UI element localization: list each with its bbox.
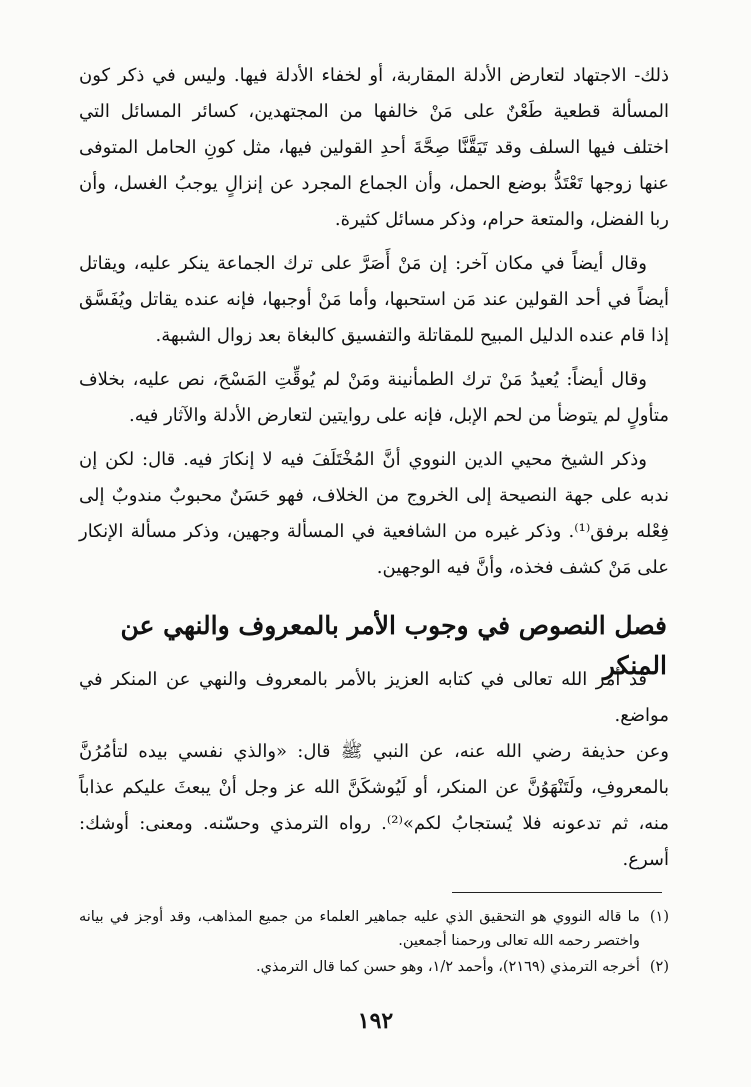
footnote-text: أخرجه الترمذي (٢١٦٩)، وأحمد ١/٢، وهو حسن كما قال الترمذي. (255, 959, 640, 975)
paragraph-6: وعن حذيفة رضي الله عنه، عن النبي ﷺ قال: «والذي نفسي بيده لتأمُرُنَّ بالمعروفِ، ولَتَنْهَوُنَّ عن المنكر، أو لَيُوشكَنَّ الله عز وجل أنْ يبعثَ عليكم عذاباً منه، ثم تدعونه فلا يُستجابُ لكم»⁽²⁾. رواه الترمذي وحسّنه. ومعنى: أوشك: أسرع. (79, 741, 669, 870)
paragraph-1: ذلك- الاجتهاد لتعارض الأدلة المقاربة، أو لخفاء الأدلة فيها. وليس في ذكر كون المسألة قطعية طَعْنٌ على مَنْ خالفها من المجتهدين، كسائر المسائل التي اختلف فيها السلف وقد تَيَقَّنَّا صِحَّةَ أحدِ القولين فيها، مثل كونِ الحامل المتوفى عنها زوجها تَعْتَدُّ بوضع الحمل، وأن الجماع المجرد عن إنزالٍ يوجبُ الغسل، وأن ربا الفضل، والمتعة حرام، وذكر مسائل كثيرة. (79, 65, 669, 230)
section-heading: فصل النصوص في وجوب الأمر بالمعروف والنهي عن المنكر (120, 611, 667, 680)
page-number: ١٩٢ (357, 1008, 394, 1034)
footnote-number: (٢) (649, 959, 669, 975)
footnote-number: (١) (649, 909, 669, 925)
paragraph-4: وذكر الشيخ محيي الدين النووي أنَّ المُخْتَلَفَ فيه لا إنكارَ فيه. قال: لكن إن ندبه على جهة النصيحة إلى الخروج من الخلاف، فهو حَسَنٌ محبوبٌ مندوبٌ إلى فِعْله برفق⁽¹⁾. وذكر غيره من الشافعية في المسألة وجهين، وذكر مسألة الإنكار على مَنْ كشف فخذه، وأنَّ فيه الوجهين. (79, 449, 669, 578)
footnote-1 (79, 905, 669, 953)
paragraph-5: قد أمر الله تعالى في كتابه العزيز بالأمر بالمعروف والنهي عن المنكر في مواضع. (79, 669, 669, 726)
paragraph-3: وقال أيضاً: يُعيدُ مَنْ ترك الطمأنينة ومَنْ لم يُوقِّتِ المَسْحَ، نص عليه، بخلاف متأولٍ لم يتوضأ من لحم الإبل، فإنه على روايتين لتعارض الأدلة والآثار فيه. (79, 369, 669, 426)
footnote-text: ما قاله النووي هو التحقيق الذي عليه جماهير العلماء من جميع المذاهب، وقد أوجز في بيانه واختصر رحمه الله تعالى ورحمنا أجمعين. (79, 909, 640, 949)
footnote-2 (79, 955, 669, 979)
footnotes (79, 905, 669, 981)
paragraph-2: وقال أيضاً في مكان آخر: إن مَنْ أَصَرَّ على ترك الجماعة ينكر عليه، ويقاتل أيضاً في أحد القولين عند مَن استحبها، وأما مَنْ أوجبها، فإنه عنده يقاتل ويُفَسَّق إذا قام عنده الدليل المبيح للمقاتلة والتفسيق كالبغاة بعد زوال الشبهة. (79, 253, 669, 346)
footnote-divider (452, 892, 662, 893)
section-text-block (79, 662, 669, 886)
main-text-block (79, 58, 669, 594)
